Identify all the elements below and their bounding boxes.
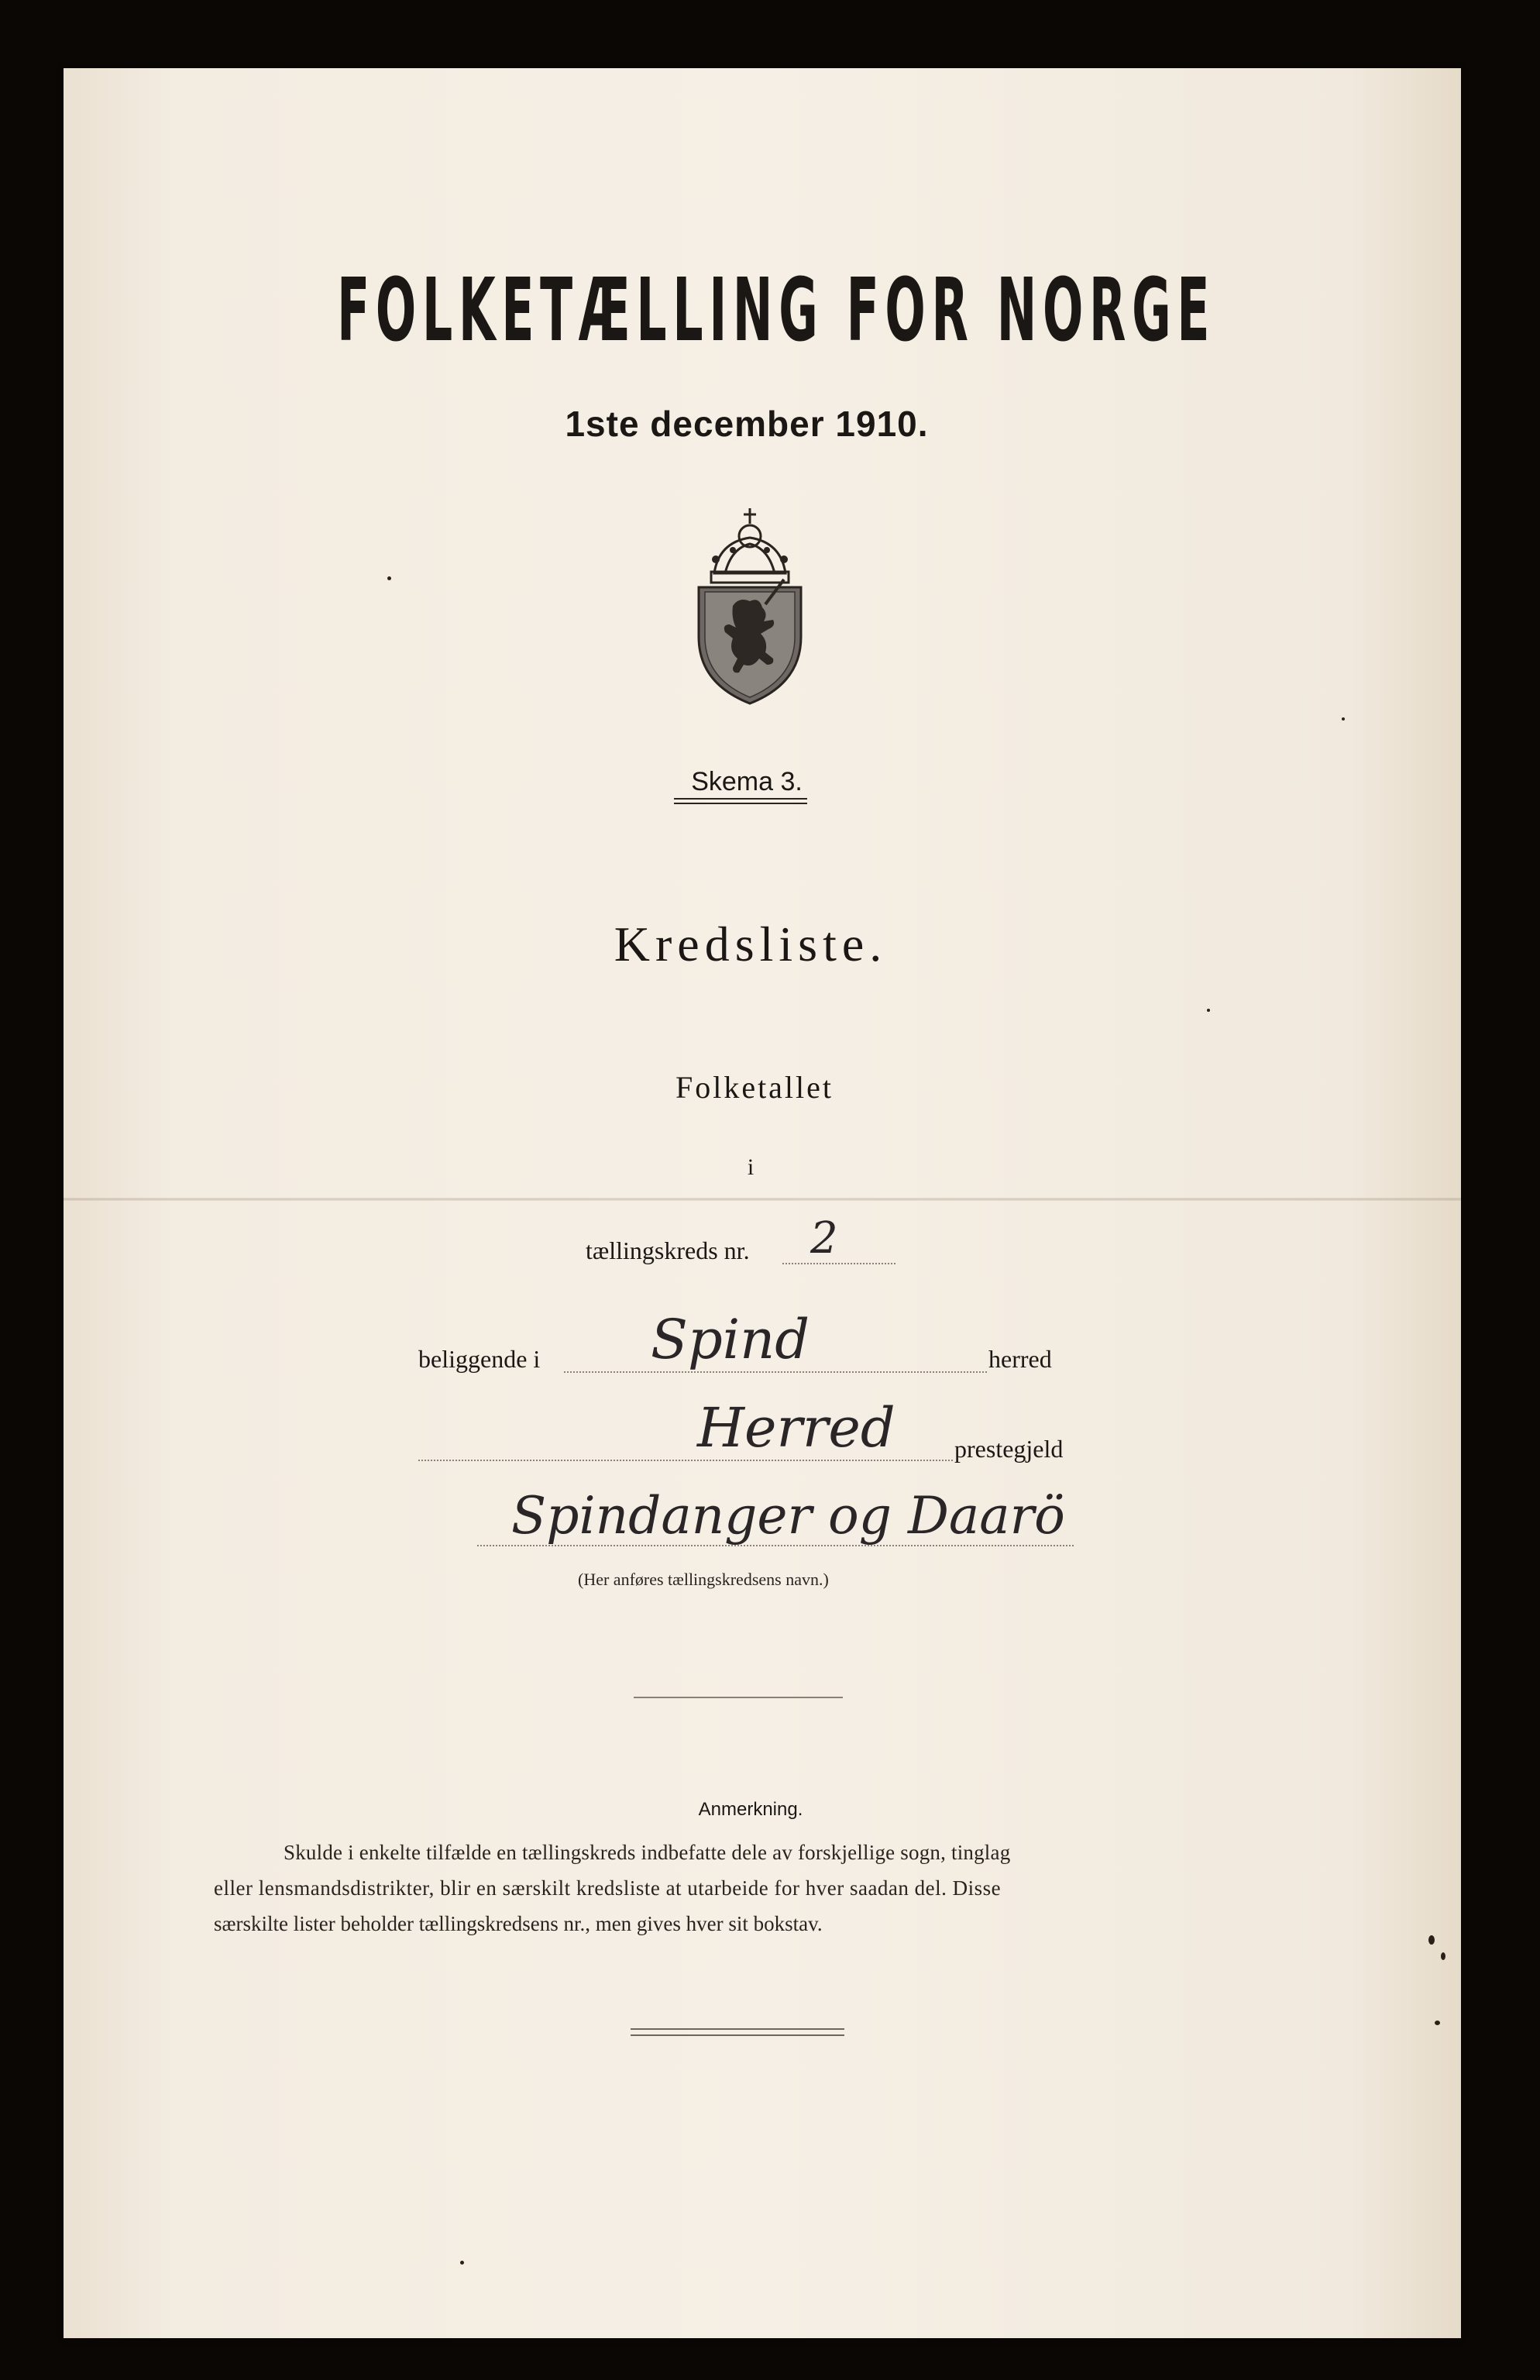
kreds-dotline — [782, 1263, 895, 1264]
kreds-label: tællingskreds nr. — [586, 1236, 750, 1264]
kreds-navn-caption: (Her anføres tællingskredsens navn.) — [578, 1570, 829, 1589]
anmerkning-line-3: særskilte lister beholder tællingskredsens nr., men gives hver sit bokstav. — [214, 1912, 823, 1935]
census-date: 1ste december 1910. — [565, 404, 929, 444]
herred-handwritten: Spind — [651, 1308, 810, 1371]
kreds-navn-handwritten: Spindanger og Daarö — [511, 1486, 1065, 1546]
prestegjeld-label: prestegjeld — [954, 1435, 1064, 1463]
herred-dotline — [564, 1371, 987, 1373]
paper-speck — [1342, 717, 1345, 721]
skema-underline-2 — [674, 803, 807, 804]
bottom-rule-2 — [631, 2034, 844, 2036]
i-label: i — [747, 1154, 755, 1180]
anmerkning-title: Anmerkning. — [698, 1799, 803, 1820]
prestegjeld-dotline — [418, 1460, 953, 1461]
norwegian-coat-of-arms-icon — [688, 505, 812, 707]
paper-speck — [1435, 2021, 1440, 2025]
kreds-number-handwritten: 2 — [810, 1213, 838, 1264]
beliggende-label: beliggende i — [418, 1345, 541, 1373]
bottom-rule-1 — [631, 2028, 844, 2030]
skema-underline — [674, 798, 807, 800]
paper-speck — [1441, 1952, 1445, 1960]
form-heading: Kredsliste. — [614, 917, 888, 972]
separator-line — [634, 1697, 843, 1698]
document-title: FOLKETÆLLING FOR NORGE — [337, 260, 1216, 361]
paper-speck — [387, 576, 391, 580]
skema-number: Skema 3. — [691, 767, 803, 796]
anmerkning-line-1: Skulde i enkelte tilfælde en tællingskreds indbefatte dele av forskjellige sogn, tinglag — [284, 1841, 1011, 1864]
herred-label: herred — [988, 1345, 1052, 1373]
paper-speck — [1207, 1009, 1210, 1012]
page-fold — [64, 1198, 1461, 1201]
anmerkning-line-2: eller lensmandsdistrikter, blir en særskilt kredsliste at utarbeide for hver saadan del. Disse — [214, 1876, 1002, 1900]
paper-speck — [1428, 1935, 1435, 1945]
prestegjeld-handwritten: Herred — [697, 1396, 895, 1460]
folketallet-label: Folketallet — [675, 1070, 834, 1105]
paper-speck — [460, 2261, 464, 2265]
